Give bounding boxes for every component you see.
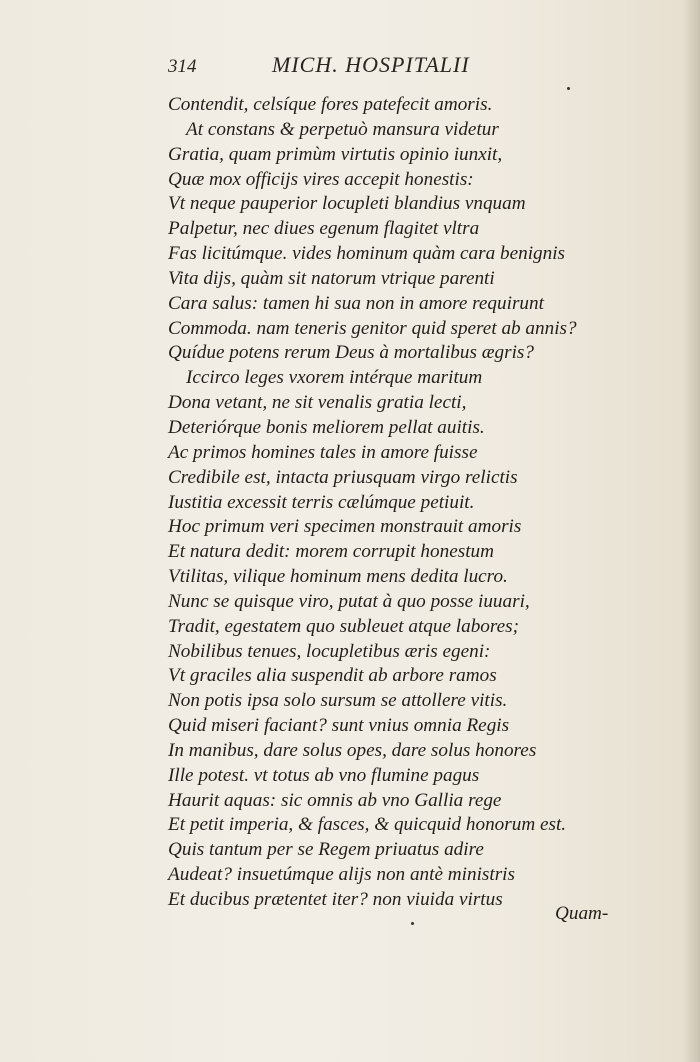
- verse-line: Vt graciles alia suspendit ab arbore ramos: [168, 665, 497, 687]
- gutter-shadow: [682, 0, 700, 1062]
- verse-line: Et ducibus prætentet iter? non viuida virtus: [168, 889, 503, 910]
- verse-line: Deteriórque bonis meliorem pellat auitis.: [168, 416, 485, 438]
- verse-line: Nobilibus tenues, locupletibus æris egeni:: [168, 640, 491, 662]
- verse-line: Vtilitas, vilique hominum mens dedita lucro.: [168, 566, 508, 588]
- verse-line: Quis tantum per se Regem priuatus adire: [168, 839, 484, 861]
- verse-line: Palpetur, nec diues egenum flagitet vltra: [168, 218, 480, 240]
- ink-speck: [411, 922, 414, 925]
- verse-line: Tradit, egestatem quo subleuet atque labores;: [168, 615, 520, 637]
- verse-line: Et petit imperia, & fasces, & quicquid honorum est.: [168, 814, 567, 836]
- verse-line: Credibile est, intacta priusquam virgo relictis: [168, 466, 518, 488]
- verse-line: Gratia, quam primùm virtutis opinio iunxit,: [168, 143, 503, 165]
- verse-line: Vita dijs, quàm sit natorum vtrique parenti: [168, 267, 495, 289]
- verse-line: Nunc se quisque viro, putat à quo posse iuuari,: [168, 590, 530, 612]
- verse-line: Hoc primum veri specimen monstrauit amoris: [168, 516, 522, 538]
- page-number: 314: [168, 56, 197, 77]
- verse-line: Iustitia excessit terris cælúmque petiuit.: [168, 491, 475, 513]
- ink-speck: [567, 87, 570, 90]
- verse-line: Quid miseri faciant? sunt vnius omnia Regis: [168, 715, 510, 737]
- verse-line: At constans & perpetuò mansura videtur: [186, 118, 499, 140]
- verse-line: Ille potest. vt totus ab vno flumine pagus: [168, 764, 480, 786]
- verse-line: Iccirco leges vxorem intérque maritum: [186, 367, 483, 389]
- catchword: Quam-: [555, 903, 609, 924]
- running-head: MICH. HOSPITALII: [272, 52, 470, 77]
- poem-text: [168, 93, 608, 913]
- page-header: [168, 52, 548, 82]
- verse-line: Fas licitúmque. vides hominum quàm cara benignis: [168, 243, 566, 265]
- verse-line: Quæ mox officijs vires accepit honestis:: [168, 168, 474, 190]
- verse-line: Vt neque pauperior locupleti blandius vnquam: [168, 193, 526, 215]
- verse-line: Cara salus: tamen hi sua non in amore requirunt: [168, 292, 544, 314]
- verse-line: Quídue potens rerum Deus à mortalibus ægris?: [168, 342, 534, 364]
- verse-line: Non potis ipsa solo sursum se attollere vitis.: [168, 690, 508, 712]
- verse-line: Commoda. nam teneris genitor quid speret ab annis?: [168, 317, 577, 339]
- verse-line: Et natura dedit: morem corrupit honestum: [168, 541, 494, 563]
- verse-line: Dona vetant, ne sit venalis gratia lecti,: [168, 392, 467, 414]
- verse-line: Contendit, celsíque fores patefecit amoris.: [168, 94, 493, 115]
- verse-line: Audeat? insuetúmque alijs non antè ministris: [168, 864, 515, 886]
- verse-line: Haurit aquas: sic omnis ab vno Gallia rege: [168, 789, 502, 811]
- verse-line: In manibus, dare solus opes, dare solus honores: [168, 739, 537, 761]
- verse-line: Ac primos homines tales in amore fuisse: [168, 441, 478, 463]
